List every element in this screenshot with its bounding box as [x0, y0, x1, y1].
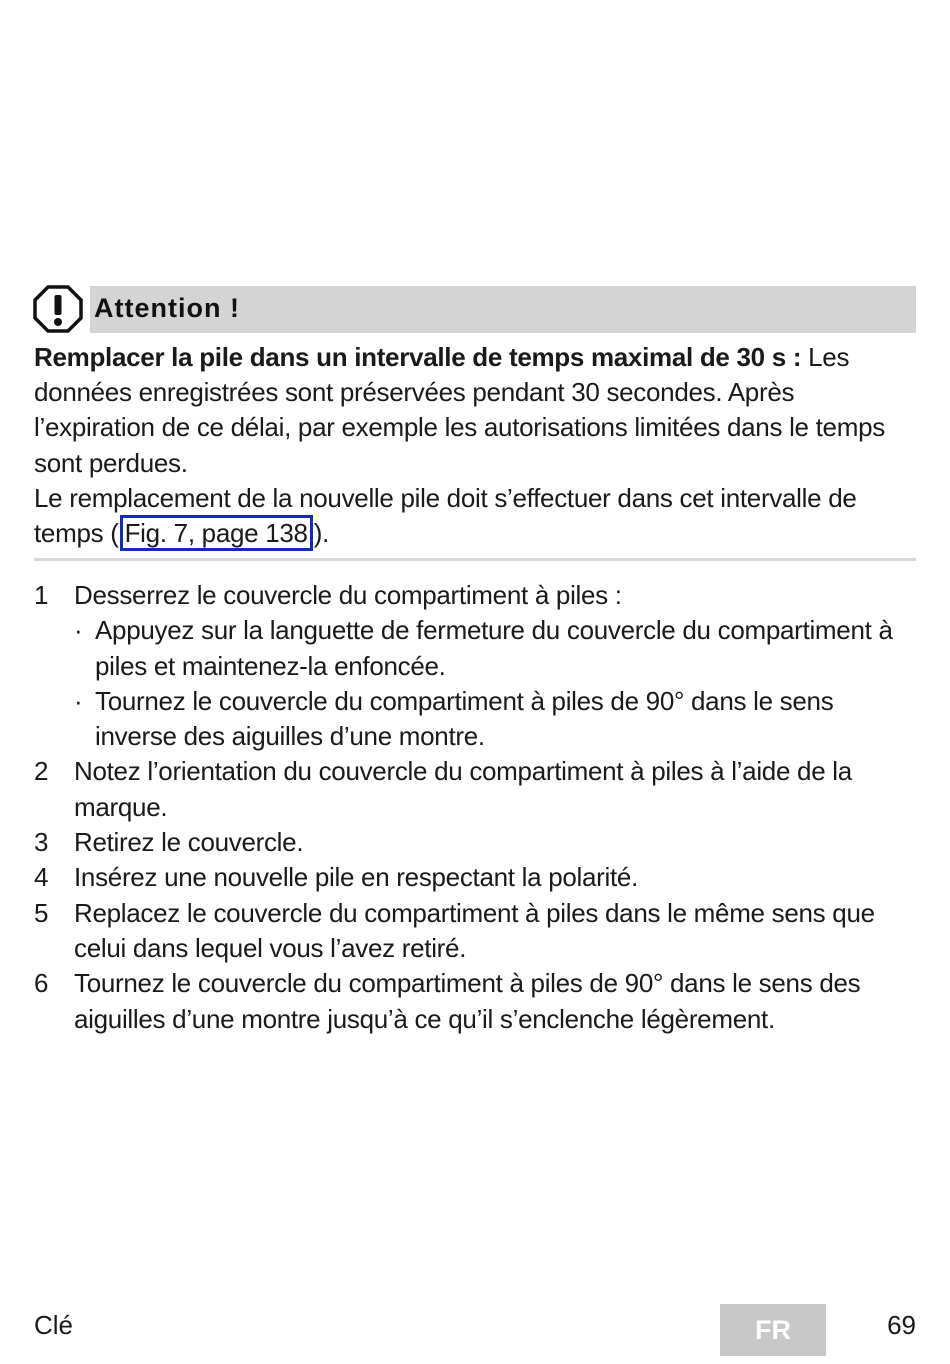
step-item — [34, 966, 916, 1037]
attention-notice — [34, 340, 916, 551]
substep-item — [74, 684, 916, 755]
substep-text: Tournez le couvercle du compartiment à piles de 90° dans le sens inverse des aiguilles d’une montre. — [95, 685, 834, 752]
bullet-icon: · — [74, 685, 83, 716]
language-badge: FR — [720, 1304, 826, 1356]
footer-section-title: Clé — [34, 1310, 74, 1340]
step-text: Desserrez le couvercle du compartiment à piles : — [74, 580, 622, 610]
notice-text-2: Le remplacement de la nouvelle pile doit s’effectuer dans cet intervalle de temps ( — [34, 482, 857, 549]
notice-paragraph-2 — [34, 481, 916, 551]
substep-text: Appuyez sur la languette de fermeture du couvercle du compartiment à piles et maintenez-la enfoncée. — [95, 615, 893, 681]
notice-paragraph-1 — [34, 340, 916, 481]
step-item — [34, 825, 916, 860]
step-text: Retirez le couvercle. — [74, 827, 304, 858]
figure-reference-link[interactable]: Fig. 7, page 138 — [120, 515, 313, 551]
attention-title: Attention ! — [94, 293, 240, 323]
step-item — [34, 754, 916, 825]
notice-text-2-end: ). — [313, 518, 330, 549]
step-text: Tournez le couvercle du compartiment à piles de 90° dans le sens des aiguilles d’une montre jusqu’à ce qu’il s’enclenche légèrement. — [74, 968, 861, 1034]
step-number: 1 — [34, 580, 49, 610]
warning-icon — [32, 284, 84, 334]
step-item — [34, 860, 916, 895]
attention-box — [32, 284, 916, 334]
step-text: Insérez une nouvelle pile en respectant la polarité. — [74, 862, 638, 893]
notice-text-1: Les données enregistrées sont préservées pendant 30 secondes. Après l’expiration de ce délai, par exemple les autorisations limitées dans le temps sont perdues. — [34, 342, 885, 478]
step-number: 4 — [34, 862, 49, 893]
step-number: 6 — [34, 968, 49, 999]
page-number: 69 — [887, 1310, 916, 1340]
attention-header-bar — [90, 286, 916, 333]
step-text: Notez l’orientation du couvercle du compartiment à piles à l’aide de la marque. — [74, 756, 852, 822]
step-item — [34, 578, 916, 754]
step-number: 3 — [34, 827, 49, 858]
section-divider — [34, 558, 916, 561]
notice-bold-lead: Remplacer la pile dans un intervalle de temps maximal de 30 s : — [34, 342, 802, 372]
bullet-icon: · — [74, 615, 83, 646]
step-number: 5 — [34, 897, 49, 928]
step-item — [34, 896, 916, 967]
step-list — [34, 578, 916, 1037]
step-number: 2 — [34, 756, 49, 787]
substep-item — [74, 613, 916, 684]
step-text: Replacez le couvercle du compartiment à piles dans le même sens que celui dans lequel vous l’avez retiré. — [74, 897, 875, 963]
